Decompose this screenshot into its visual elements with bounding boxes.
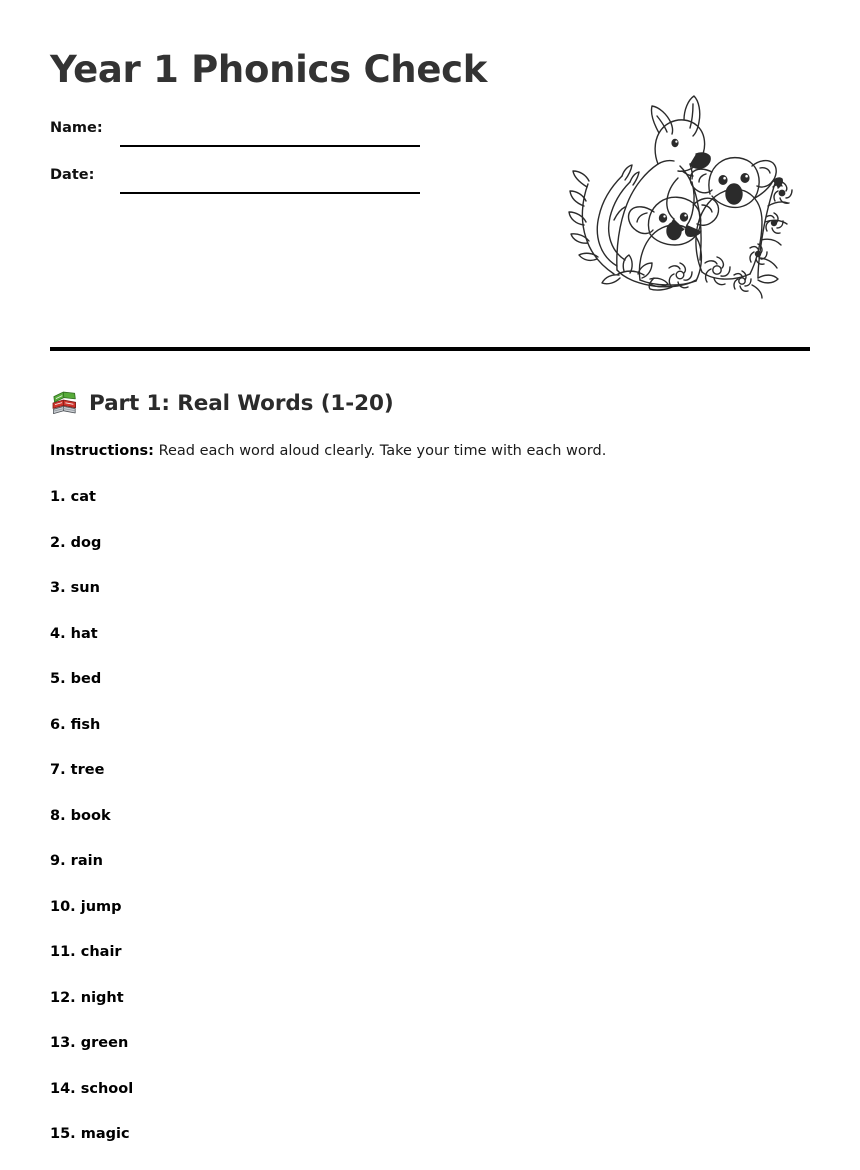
word-number: 15. (50, 1126, 76, 1142)
word-text: hat (70, 625, 98, 642)
word-list-item (50, 715, 470, 761)
word-text: fish (70, 716, 101, 733)
name-write-line[interactable] (120, 145, 420, 147)
flower-cluster-bottom (669, 257, 751, 291)
date-write-line[interactable] (120, 192, 420, 194)
word-number: 5. (50, 671, 66, 687)
word-list-item (50, 624, 470, 670)
books-icon (50, 389, 78, 417)
instructions-text: Read each word aloud clearly. Take your time with each word. (158, 443, 607, 459)
word-text: school (80, 1080, 134, 1097)
word-list-item (50, 851, 470, 897)
kangaroo-tail (597, 165, 639, 266)
word-number: 8. (50, 807, 66, 824)
date-field-label: Date: (50, 167, 95, 183)
word-number: 2. (50, 534, 66, 551)
koala-small (629, 197, 719, 285)
word-text: bed (70, 671, 102, 687)
word-number: 10. (50, 898, 76, 915)
word-number: 13. (50, 1035, 76, 1051)
word-number: 4. (50, 625, 66, 642)
word-text: night (80, 989, 124, 1006)
word-text: dog (70, 534, 102, 551)
word-list-item (50, 487, 470, 533)
word-list-item (50, 988, 470, 1034)
name-field-label: Name: (50, 120, 103, 136)
word-text: sun (70, 580, 100, 596)
page-title: Year 1 Phonics Check (50, 48, 488, 91)
word-text: tree (70, 762, 105, 778)
word-list-item (50, 669, 470, 715)
word-number: 14. (50, 1080, 76, 1097)
instructions-label: Instructions: (50, 443, 154, 459)
word-text: chair (80, 944, 122, 960)
word-number: 12. (50, 989, 76, 1006)
word-list-item (50, 942, 470, 988)
word-list-item (50, 760, 470, 806)
word-number: 6. (50, 716, 66, 733)
word-list-item (50, 1079, 470, 1125)
word-number: 7. (50, 762, 66, 778)
word-text: rain (70, 853, 103, 869)
word-text: book (70, 807, 111, 824)
word-text: cat (70, 489, 96, 505)
word-list-item (50, 806, 470, 852)
word-text: jump (80, 898, 122, 915)
word-number: 9. (50, 853, 66, 869)
real-words-list (50, 487, 470, 1170)
word-number: 11. (50, 944, 76, 960)
word-list-item (50, 578, 470, 624)
word-number: 3. (50, 580, 66, 596)
word-number: 1. (50, 489, 66, 505)
word-text: magic (80, 1126, 130, 1142)
word-list-item (50, 1124, 470, 1170)
instructions (50, 441, 606, 461)
leaf-cluster-bottom-right (752, 275, 778, 298)
word-list-item (50, 1033, 470, 1079)
section-heading-label: Part 1: Real Words (1-20) (89, 390, 394, 416)
kangaroo-koalas-flowers-illustration (562, 88, 802, 300)
word-list-item (50, 533, 470, 579)
word-text: green (80, 1035, 129, 1051)
section-divider (50, 347, 810, 351)
section-heading (50, 388, 394, 418)
word-list-item (50, 897, 470, 943)
